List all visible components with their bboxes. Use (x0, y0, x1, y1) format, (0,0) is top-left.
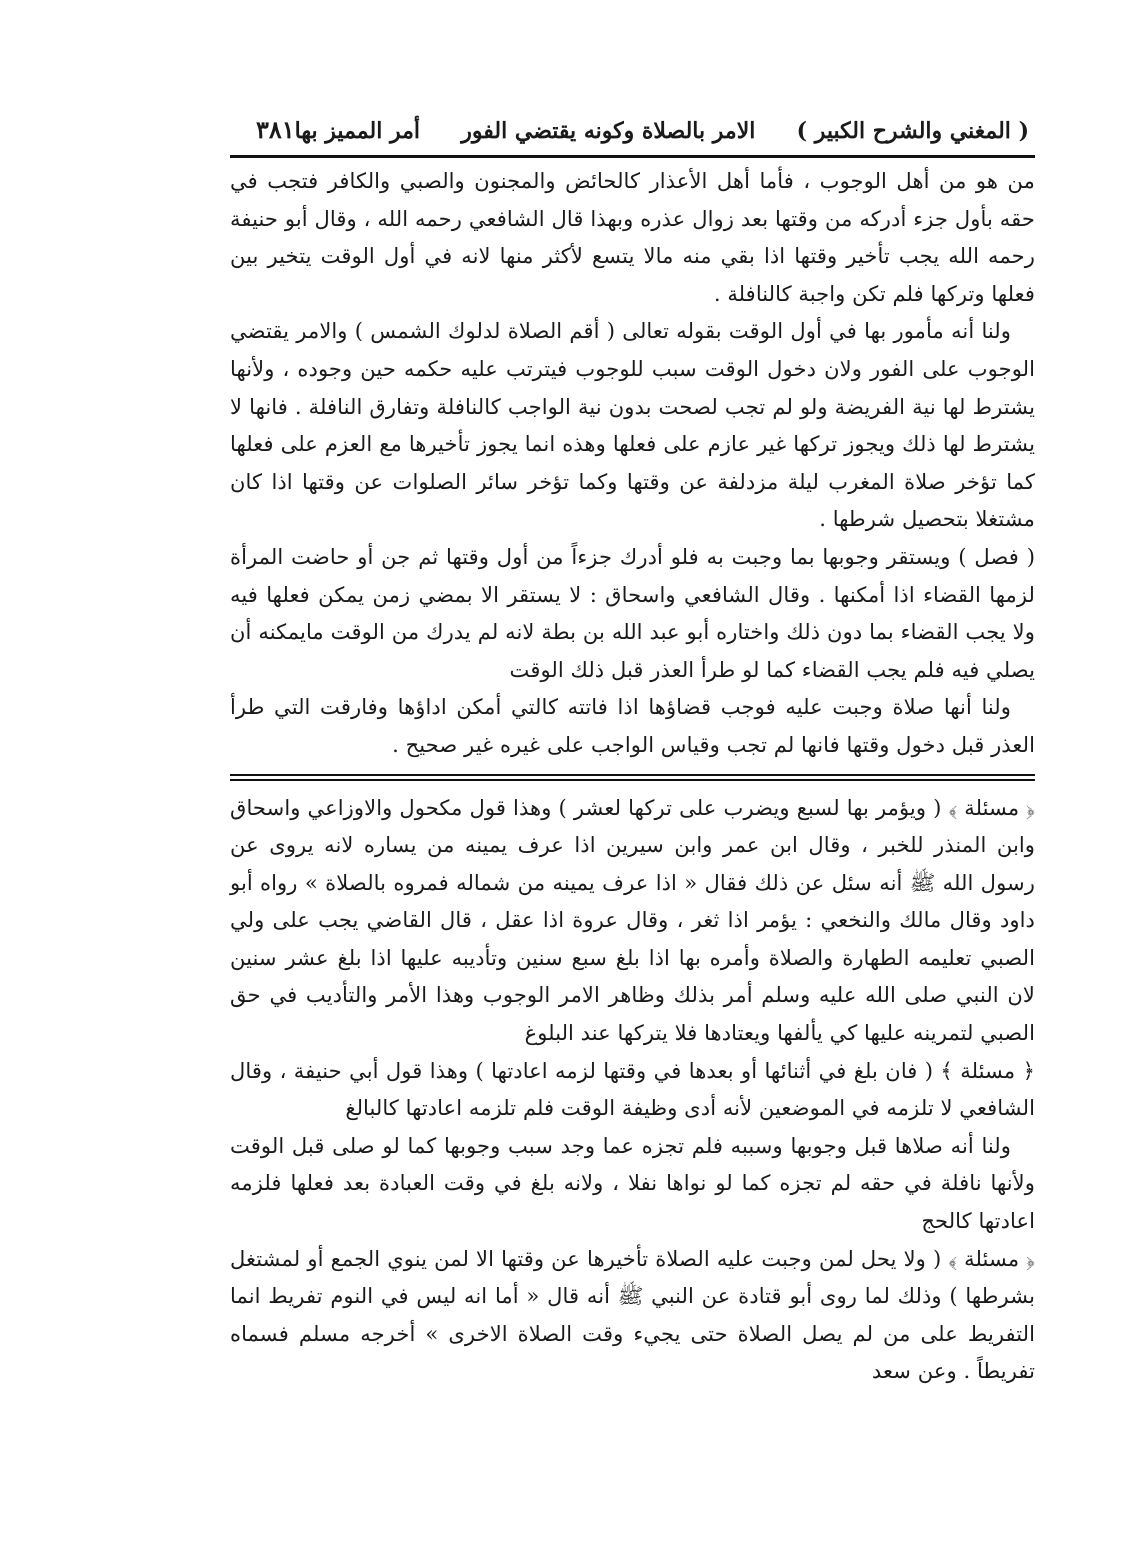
base-paragraph: ﴿ مسئلة ﴾ ( ولا يحل لمن وجبت عليه الصلاة تأخيرها عن وقتها الا لمن ينوي الجمع أو لمشتغل بشرطها ) وذلك لما روى أبو قتادة عن النبي ﷺ أنه قال « أما انه ليس في النوم تفريط انما التفريط على من لم يصل الصلاة حتى يجيء وقت الصلاة الاخرى » أخرجه مسلم فسماه تفريطاً . وعن سعد (230, 1245, 1035, 1384)
commentary-section (230, 162, 1035, 764)
base-paragraph: ولنا أنه صلاها قبل وجوبها وسببه فلم تجزه عما وجد سبب وجوبها كما لو صلى قبل الوقت ولأنها نافلة في حقه لم تجزه كما لو نواها نفلا ، ولانه بلغ في وقت العبادة بعد فعلها فلزمه اعادتها كالحج (230, 1132, 1035, 1234)
base-text-section (230, 789, 1035, 1391)
commentary-paragraph: ولنا أنها صلاة وجبت عليه فوجب قضاؤها اذا فاتته كالتي أمكن اداؤها وفارقت التي طرأ العذر قبل دخول وقتها فانها لم تجب وقياس الواجب على غيره غير صحيح . (230, 694, 1035, 757)
section-divider (230, 774, 1035, 781)
book-title: ( المغني والشرح الكبير ) (796, 118, 1029, 144)
commentary-paragraph: ( فصل ) ويستقر وجوبها بما وجبت به فلو أدرك جزءاً من أول وقتها ثم جن أو حاضت المرأة لزمها القضاء اذا أمكنها . وقال الشافعي واسحاق : لا يستقر الا بمضي زمن يمكن فعلها فيه ولا يجب القضاء بما دون ذلك واختاره أبو عبد الله بن بطة لانه لم يدرك من الوقت مايمكنه أن يصلي فيه فلم يجب القضاء كما لو طرأ العذر قبل ذلك الوقت (230, 543, 1035, 682)
topic-title: أمر المميز بها (294, 118, 421, 144)
page-number: ٣٨١ (256, 115, 295, 144)
base-paragraph: ﴿ مسئلة ﴾ ( فان بلغ في أثنائها أو بعدها في وقتها لزمه اعادتها ) وهذا قول أبي حنيفة ، وقال الشافعي لا تلزمه في الموضعين لأنه أدى وظيفة الوقت فلم تلزمه اعادتها كالبالغ (230, 1057, 1035, 1121)
header-rule (230, 155, 1035, 158)
commentary-paragraph: من هو من أهل الوجوب ، فأما أهل الأعذار كالحائض والمجنون والصبي والكافر فتجب في حقه بأول جزء أدركه من وقتها بعد زوال عذره وبهذا قال الشافعي رحمه الله ، وقال أبو حنيفة رحمه الله يجب تأخير وقتها اذا بقي منه مالا يتسع لأكثر منها لانه في أول الوقت يتخير بين فعلها وتركها فلم تكن واجبة كالنافلة . (230, 168, 1035, 306)
running-header (230, 115, 1035, 155)
commentary-paragraph: ولنا أنه مأمور بها في أول الوقت بقوله تعالى ( أقم الصلاة لدلوك الشمس ) والامر يقتضي الوجوب على الفور ولان دخول الوقت سبب للوجوب فيترتب عليه حكمه حين وجوده ، ولأنها يشترط لها نية الفريضة ولو لم تجب لصحت بدون نية الواجب كالنافلة وتفارق النافلة . فانها لا يشترط لها ذلك ويجوز تركها غير عازم على فعلها وهذه انما يجوز تأخيرها مع العزم على فعلها كما تؤخر صلاة المغرب ليلة مزدلفة عن وقتها وكما تؤخر سائر الصلوات عن وقتها اذا كان مشتغلا بتحصيل شرطها . (230, 318, 1035, 532)
book-page (230, 115, 1035, 1390)
section-title: الامر بالصلاة وكونه يقتضي الفور (461, 118, 756, 144)
base-paragraph: ﴿ مسئلة ﴾ ( ويؤمر بها لسبع ويضرب على تركها لعشر ) وهذا قول مكحول والاوزاعي واسحاق وابن المنذر للخبر ، وقال ابن عمر وابن سيرين اذا عرف يمينه من يساره لانه يروى عن رسول الله ﷺ أنه سئل عن ذلك فقال « اذا عرف يمينه من شماله فمروه بالصلاة » رواه أبو داود وقال مالك والنخعي : يؤمر اذا ثغر ، وقال عروة اذا عقل ، قال القاضي يجب على ولي الصبي تعليمه الطهارة والصلاة وأمره بها اذا بلغ سبع سنين وتأديبه عليها اذا بلغ عشر سنين لان النبي صلى الله عليه وسلم أمر بذلك وظاهر الامر الوجوب وهذا الأمر والتأديب في حق الصبي لتمرينه عليها كي يألفها ويعتادها فلا يتركها عند البلوغ (230, 794, 1035, 1046)
